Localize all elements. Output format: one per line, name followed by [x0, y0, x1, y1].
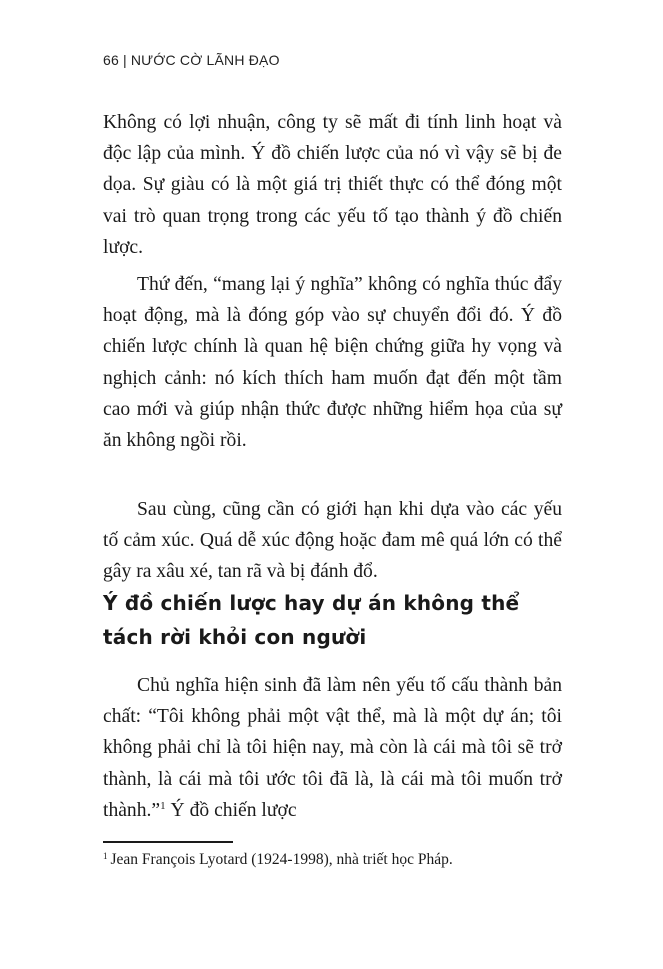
footnote-marker: 1 [103, 851, 108, 861]
book-title: NƯỚC CỜ LÃNH ĐẠO [130, 52, 280, 68]
paragraph-3 [103, 494, 562, 588]
footnote-reference[interactable]: 1 [160, 799, 166, 812]
paragraph-text: Không có lợi nhuận, công ty sẽ mất đi tính linh hoạt và độc lập của mình. Ý đồ chiến lược của nó vì vậy sẽ bị đe dọa. Sự giàu có là một giá trị thiết thực có thể đóng một vai trò quan trọng trong các yếu tố tạo thành ý đồ chiến lược. [103, 112, 562, 258]
paragraph-1 [103, 107, 562, 263]
section-heading: Ý đồ chiến lược hay dự án không thể tách rời khỏi con người [103, 591, 520, 649]
page-number: 66 [103, 52, 119, 68]
paragraph-4 [103, 670, 562, 826]
paragraph-text-part: Chủ nghĩa hiện sinh đã làm nên yếu tố cấu thành bản chất: “Tôi không phải một vật thể, mà là một dự án; tôi không phải chỉ là tôi hiện nay, mà còn là cái mà tôi sẽ trở thành, là cái mà tôi ước tôi đã là, là cái mà tôi muốn trở thành.” [103, 675, 562, 821]
footnote [103, 849, 563, 871]
paragraph-text: Thứ đến, “mang lại ý nghĩa” không có nghĩa thúc đẩy hoạt động, mà là đóng góp vào sự chuyển đổi đó. Ý đồ chiến lược chính là quan hệ biện chứng giữa hy vọng và nghịch cảnh: nó kích thích ham muốn đạt đến một tầm cao mới và giúp nhận thức được những hiểm họa của sự ăn không ngồi rồi. [103, 274, 562, 452]
header-separator: | [122, 52, 127, 68]
running-header [103, 52, 280, 68]
paragraph-text-part: Ý đồ chiến lược [165, 799, 297, 821]
paragraph-2 [103, 269, 562, 456]
paragraph-text: Sau cùng, cũng cần có giới hạn khi dựa vào các yếu tố cảm xúc. Quá dễ xúc động hoặc đam mê quá lớn có thể gây ra xâu xé, tan rã và bị đánh đổ. [103, 499, 562, 583]
paragraph-text [103, 670, 562, 826]
footnote-text: Jean François Lyotard (1924-1998), nhà triết học Pháp. [110, 851, 453, 868]
footnote-divider [103, 841, 233, 843]
